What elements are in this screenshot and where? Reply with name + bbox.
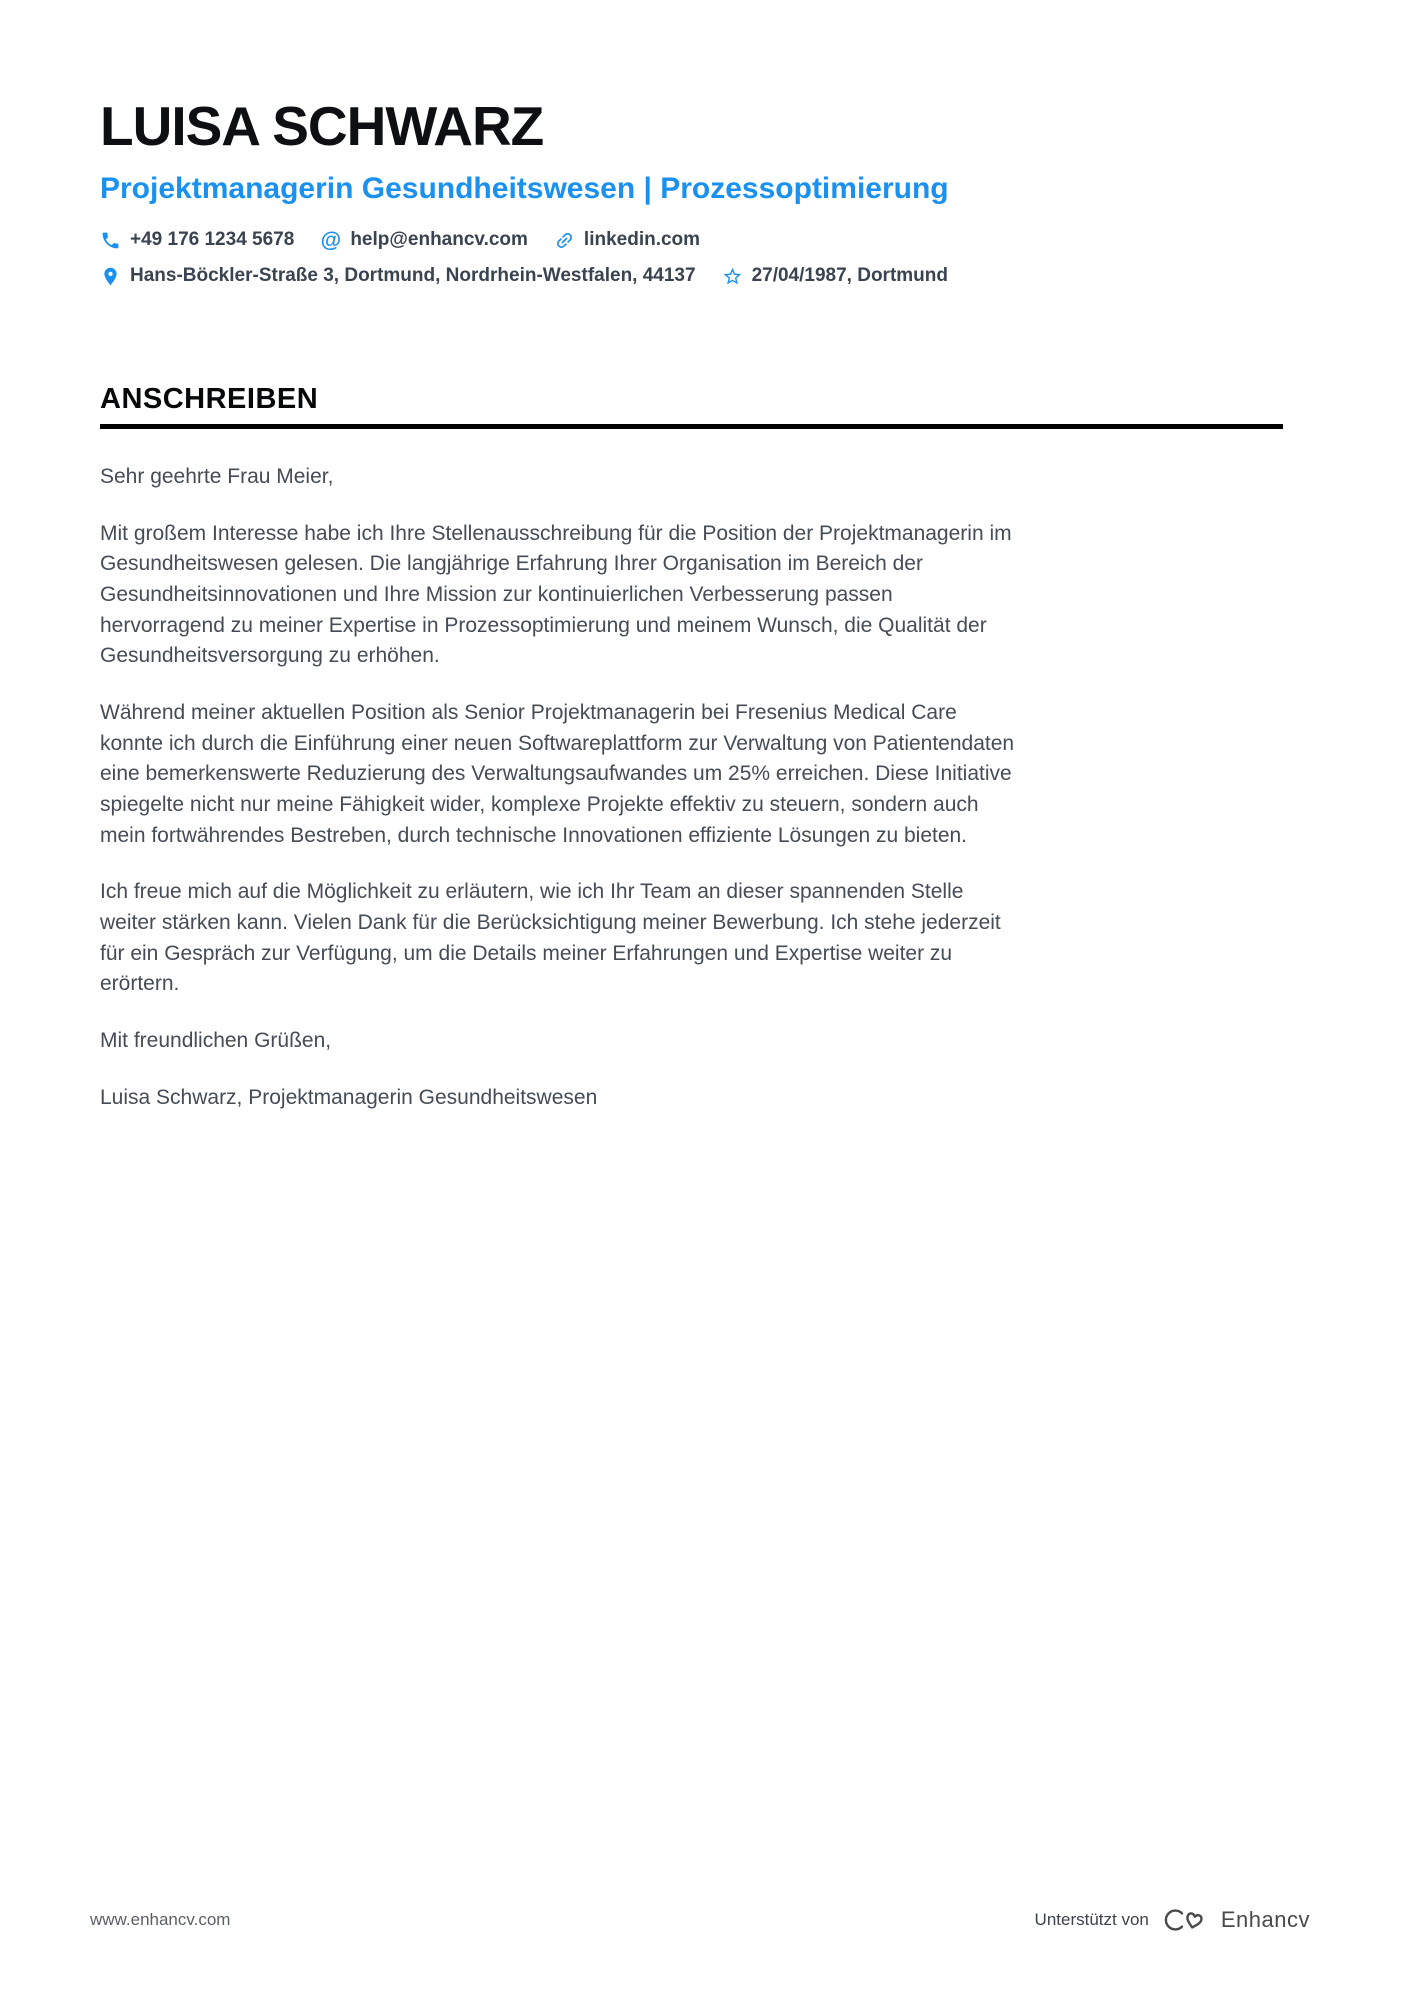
footer-website-link[interactable]: www.enhancv.com — [90, 1910, 231, 1929]
contact-phone — [100, 229, 294, 251]
link-icon — [554, 230, 575, 251]
birthdate-text: 27/04/1987, Dortmund — [751, 265, 948, 287]
letter-closing: Mit freundlichen Grüßen, — [100, 1028, 332, 1052]
section-divider — [100, 424, 1283, 429]
email-address[interactable]: help@enhancv.com — [350, 229, 528, 251]
phone-number: +49 176 1234 5678 — [130, 229, 295, 251]
contact-birthdate — [722, 265, 948, 287]
contact-row-2 — [100, 265, 1283, 287]
enhancv-brand-text[interactable]: Enhancv — [1220, 1907, 1310, 1932]
contact-linkedin[interactable] — [554, 229, 700, 251]
contact-email[interactable] — [320, 229, 528, 251]
letter-signature: Luisa Schwarz, Projektmanagerin Gesundheitswesen — [100, 1085, 598, 1109]
contact-section — [100, 229, 1283, 287]
job-title: Projektmanagerin Gesundheitswesen | Prozessoptimierung — [100, 171, 949, 205]
letter-salutation: Sehr geehrte Frau Meier, — [100, 465, 334, 489]
page-footer — [90, 1907, 1310, 1933]
footer-branding — [1035, 1907, 1310, 1933]
linkedin-url[interactable]: linkedin.com — [583, 229, 701, 251]
letter-body — [100, 462, 1018, 1113]
at-icon: @ — [320, 228, 342, 252]
powered-by-label: Unterstützt von — [1034, 1910, 1149, 1929]
letter-paragraph: Während meiner aktuellen Position als Senior Projektmanagerin bei Fresenius Medical Care konnte ich durch die Einführung einer neuen Softwareplattform zur Verwaltung von Patientendaten eine bemerkenswerte Reduzierung des Verwaltungsaufwandes um 25% erreichen. Diese Initiative spiegelte nicht nur meine Fähigkeit wider, komplexe Projekte effektiv zu steuern, sondern auch mein fortwährendes Bestreben, durch technische Innovationen effiziente Lösungen zu bieten. — [100, 701, 1015, 847]
letter-paragraph: Ich freue mich auf die Möglichkeit zu erläutern, wie ich Ihr Team an dieser spannenden Stelle weiter stärken kann. Vielen Dank für die Berücksichtigung meiner Bewerbung. Ich stehe jederzeit für ein Gespräch zur Verfügung, um die Details meiner Erfahrungen und Expertise weiter zu erörtern. — [100, 880, 1001, 996]
contact-row-1 — [100, 229, 1283, 251]
phone-icon — [100, 230, 121, 251]
star-icon — [722, 266, 743, 287]
contact-address — [100, 265, 696, 287]
section-heading-anschreiben: ANSCHREIBEN — [100, 383, 319, 416]
enhancv-logo-icon[interactable] — [1161, 1907, 1209, 1933]
letter-paragraph: Mit großem Interesse habe ich Ihre Stellenausschreibung für die Position der Projektmanagerin im Gesundheitswesen gelesen. Die langjährige Erfahrung Ihrer Organisation im Bereich der Gesundheitsinnovationen und Ihre Mission zur kontinuierlichen Verbesserung passen hervorragend zu meiner Expertise in Prozessoptimierung und meinem Wunsch, die Qualität der Gesundheitsversorgung zu erhöhen. — [100, 521, 1012, 668]
address-text: Hans-Böckler-Straße 3, Dortmund, Nordrhein-Westfalen, 44137 — [130, 265, 696, 287]
page-title: LUISA SCHWARZ — [100, 95, 544, 157]
location-icon — [100, 266, 121, 287]
